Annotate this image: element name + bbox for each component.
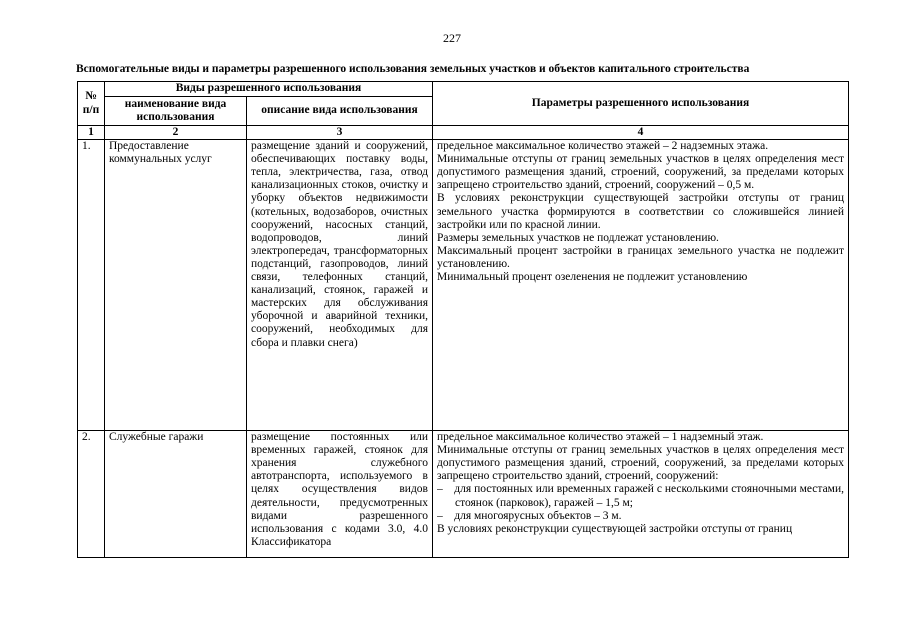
param-line: Размеры земельных участков не подлежат установлению. <box>437 231 719 244</box>
header-num: № п/п <box>78 82 105 126</box>
row-num: 1. <box>78 140 105 431</box>
land-use-table <box>77 81 849 558</box>
table-row <box>78 431 849 558</box>
page-number: 227 <box>443 31 461 45</box>
row-type-name: Служебные гаражи <box>105 431 247 558</box>
param-line: предельное максимальное количество этажей – 2 надземных этажа. <box>437 140 769 153</box>
row-params <box>433 140 849 431</box>
param-line: Минимальный процент озеленения не подлежит установлению <box>437 271 748 284</box>
row-type-desc-text: размещение постоянных или временных гаражей, стоянок для хранения служебного автотранспорта, используемого в целях осуществления видов деятельности, предусмотренных видами разрешенного использования с кодами 3.0, 4.0 Классификатора <box>251 431 428 548</box>
param-line: Минимальные отступы от границ земельных участков в целях определения мест допустимого размещения зданий, строений, сооружений, за пределами которых запрещено строительство зданий, строений, сооружений – 0,5 м. <box>437 153 844 192</box>
header-params: Параметры разрешенного использования <box>433 82 849 126</box>
param-line: В условиях реконструкции существующей застройки отступы от границ <box>437 522 793 535</box>
column-number: 2 <box>105 126 247 140</box>
param-line: Минимальные отступы от границ земельных участков в целях определения мест допустимого размещения зданий, строений, сооружений, за пределами которых запрещено строительство зданий, строений, сооружений: <box>437 444 844 483</box>
row-type-desc-text: размещение зданий и сооружений, обеспечивающих поставку воды, тепла, электричества, газа, отвод канализационных стоков, очистку и уборку объектов недвижимости (котельных, водозаборов, очистных сооружений, насосных станций, водопроводов, линий электропередач, трансформаторных подстанций, газопроводов, линий связи, телефонных станций, канализаций, стоянок, гаражей и мастерских для обслуживания уборочной и аварийной техники, сооружений, необходимых для сбора и плавки снега) <box>251 140 428 349</box>
row-params <box>433 431 849 558</box>
param-line-dash: – для постоянных или временных гаражей с несколькими стояночными местами, стоянок (парковок), гаражей – 1,5 м; <box>437 483 844 509</box>
table-row <box>78 140 849 431</box>
param-line: В условиях реконструкции существующей застройки отступы от границ земельного участка формируются в соответствии со сложившейся линией застройки или по красной линии. <box>437 192 844 231</box>
row-num: 2. <box>78 431 105 558</box>
param-line: Максимальный процент застройки в границах земельного участка не подлежит установлению. <box>437 244 844 270</box>
row-type-desc <box>247 140 433 431</box>
header-types-group: Виды разрешенного использования <box>105 82 433 97</box>
param-line-dash: – для многоярусных объектов – 3 м. <box>437 509 622 522</box>
column-number: 4 <box>433 126 849 140</box>
param-line: предельное максимальное количество этажей – 1 надземный этаж. <box>437 431 764 444</box>
header-type-desc: описание вида использования <box>247 97 433 126</box>
column-number: 3 <box>247 126 433 140</box>
row-type-name: Предоставление коммунальных услуг <box>105 140 247 431</box>
header-type-name: наименование вида использования <box>105 97 247 126</box>
document-title: Вспомогательные виды и параметры разрешенного использования земельных участков и объектов капитального строительства <box>76 63 750 75</box>
row-type-desc <box>247 431 433 558</box>
column-number: 1 <box>78 126 105 140</box>
column-numbers-row <box>78 126 849 140</box>
